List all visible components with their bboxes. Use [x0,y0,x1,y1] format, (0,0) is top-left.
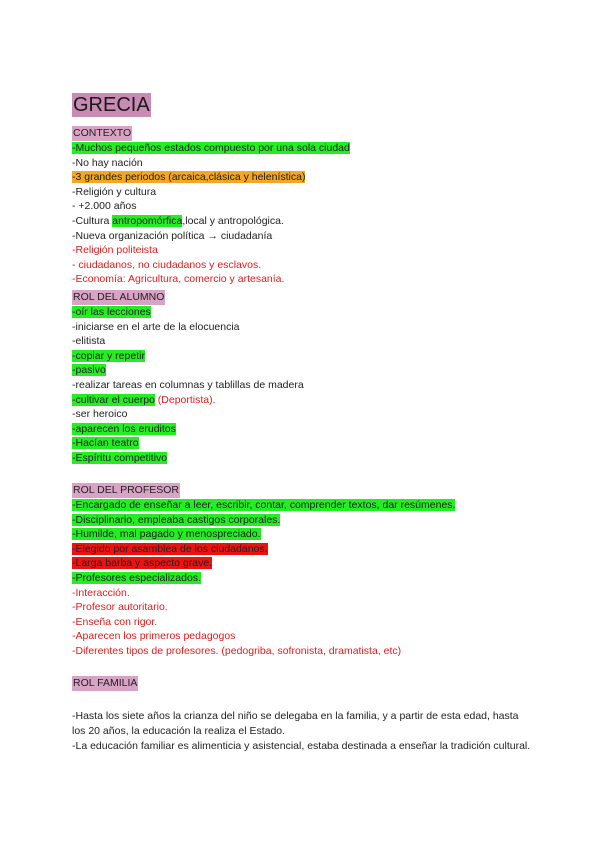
section-heading-alumno: ROL DEL ALUMNO [73,290,165,303]
alumno-line-11: -Espíritu competitivo [72,451,168,464]
contexto-line-3: -3 grandes periodos (arcaica,clásica y helenística) [72,171,306,184]
profesor-line-2: -Disciplinario, empleaba castigos corporales. [72,513,281,526]
alumno-line-7-note: (Deportista). [154,393,216,406]
profesor-line-4: -Elegido por asamblea de los ciudadanos. [72,542,268,555]
profesor-line-5: -Larga barba y aspecto grave. [72,557,213,570]
contexto-line-2: -No hay nación [72,156,143,169]
spacer [72,465,532,480]
alumno-line-2: -iniciarse en el arte de la elocuencia [72,320,240,333]
alumno-line-4: -copiar y repetir [72,349,145,362]
contexto-line-6 [72,214,532,229]
alumno-line-10: -Hacían teatro [72,437,139,450]
alumno-line-8: -ser heroico [72,408,128,421]
familia-paragraph-2: -La educación familiar es alimenticia y asistencial, estaba destinada a enseñar la tradición cultural. [72,740,531,753]
profesor-line-1: -Encargado de enseñar a leer, escribir, contar, comprender textos, dar resúmenes. [72,499,456,512]
alumno-line-6: -realizar tareas en columnas y tablillas de madera [72,378,304,391]
profesor-line-6: -Profesores especializados. [72,572,201,585]
page-title: GRECIA [73,94,150,116]
familia-paragraph-1: -Hasta los siete años la crianza del niño se delegaba en la familia, y a partir de esta edad, hasta los 20 años, la educación la realiza el Estado. [72,710,519,738]
profesor-line-9: -Enseña con rigor. [72,615,158,628]
spacer [72,659,532,674]
section-heading-contexto: CONTEXTO [73,127,132,139]
section-heading-profesor: ROL DEL PROFESOR [73,484,179,497]
alumno-line-3: -elitista [72,335,106,348]
spacer [72,691,532,709]
section-familia [72,673,532,754]
section-alumno [72,287,532,466]
profesor-line-8: -Profesor autoritario. [72,601,168,614]
profesor-line-10: -Aparecen los primeros pedagogos [72,630,236,643]
profesor-line-3: -Humilde, mal pagado y menospreciado. [72,528,261,541]
alumno-line-7-highlight: -cultivar el cuerpo [72,393,155,406]
section-profesor [72,480,532,659]
profesor-line-11: -Diferentes tipos de profesores. (pedogriba, sofronista, dramatista, etc) [72,645,402,657]
alumno-line-5: -pasivo [72,364,106,377]
document-page [72,93,532,754]
alumno-line-1: -oír las lecciones [72,305,151,318]
section-heading-familia: ROL FAMILIA [73,677,138,690]
contexto-line-10: -Economía: Agricultura, comercio y artesanía. [72,273,285,286]
contexto-line-1: -Muchos pequeños estados compuesto por una sola ciudad [72,142,350,154]
contexto-line-7: -Nueva organización política → ciudadanía [72,229,273,242]
contexto-line-5: - +2.000 años [72,200,137,213]
contexto-line-8: -Religión politeista [72,244,158,257]
contexto-line-6-part-a: -Cultura [72,214,113,227]
alumno-line-7 [72,393,532,408]
section-contexto [72,123,532,287]
contexto-line-9: - ciudadanos, no ciudadanos y esclavos. [72,258,262,271]
contexto-line-4: -Religión y cultura [72,185,157,198]
profesor-line-7: -Interacción. [72,586,130,599]
contexto-line-6-highlight: antropomórfica [112,214,183,227]
contexto-line-6-part-c: ,local y antropológica. [182,214,284,227]
alumno-line-9: -aparecen los eruditos [72,422,176,435]
